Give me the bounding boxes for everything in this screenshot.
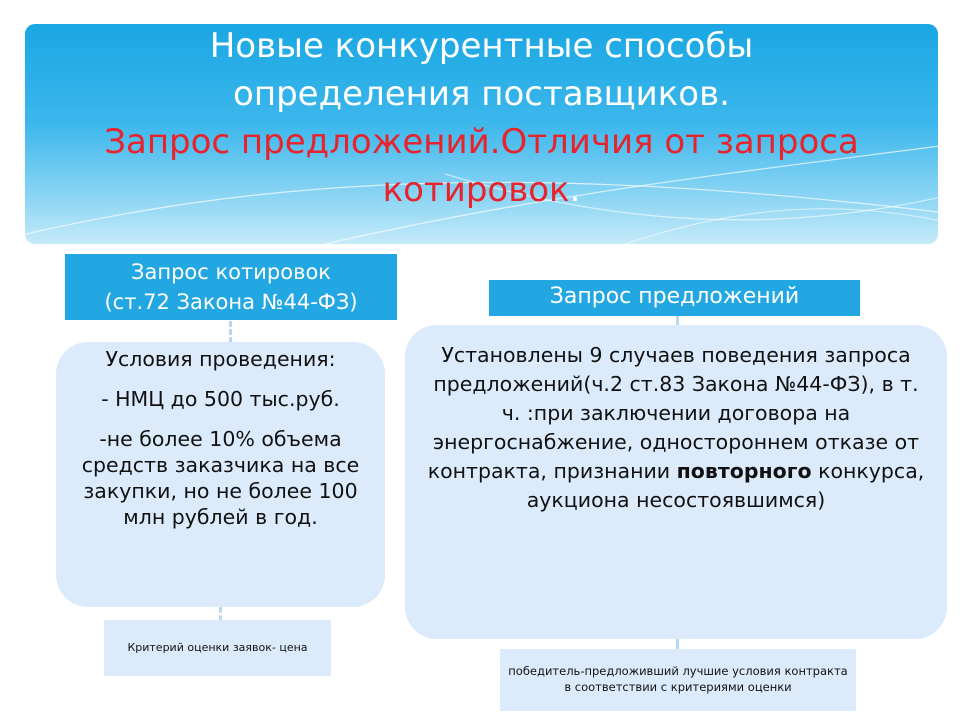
quote-request-label-line-2: (ст.72 Закона №44-ФЗ) bbox=[104, 290, 358, 314]
winner-text: победитель-предложивший лучшие условия контракта в соответствии с критериями оценки bbox=[508, 664, 848, 694]
cases-text-end: конкурса, аукциона несостоявшимся) bbox=[526, 459, 925, 512]
page-title bbox=[25, 22, 938, 214]
proposal-request-label bbox=[489, 280, 860, 316]
criterion-box bbox=[104, 620, 331, 676]
cases-text: Установлены 9 случаев поведения запроса предложений(ч.2 ст.83 Закона №44-ФЗ), в т. ч. :при заключении договора на энергоснабжение, одностороннем отказе от контракта, признании bbox=[427, 343, 920, 483]
title-line-4 bbox=[25, 166, 938, 214]
condition-nmc: - НМЦ до 500 тыс.руб. bbox=[101, 387, 340, 411]
quote-request-label bbox=[65, 254, 397, 320]
quote-request-conditions-card bbox=[56, 342, 385, 607]
right-connector-bottom bbox=[676, 639, 679, 649]
title-line-3: Запрос предложений.Отличия от запроса bbox=[104, 122, 859, 162]
conditions-heading: Условия проведения: bbox=[105, 347, 336, 371]
proposal-request-label-text: Запрос предложений bbox=[549, 284, 800, 309]
title-dot: . bbox=[569, 170, 581, 210]
left-connector-top bbox=[229, 321, 232, 343]
proposal-request-cases-card bbox=[405, 325, 947, 639]
title-line-4-text: котировок bbox=[382, 170, 570, 210]
winner-box bbox=[500, 649, 856, 711]
title-line-1: Новые конкурентные способы bbox=[209, 26, 754, 66]
cases-bold-word: повторного bbox=[676, 459, 812, 483]
title-line-2: определения поставщиков. bbox=[233, 74, 730, 114]
condition-budget: -не более 10% объема средств заказчика на все закупки, но не более 100 млн рублей в год. bbox=[81, 427, 360, 529]
criterion-text: Критерий оценки заявок- цена bbox=[127, 641, 308, 654]
quote-request-label-line-1: Запрос котировок bbox=[131, 260, 331, 284]
left-connector-bottom bbox=[219, 607, 222, 621]
